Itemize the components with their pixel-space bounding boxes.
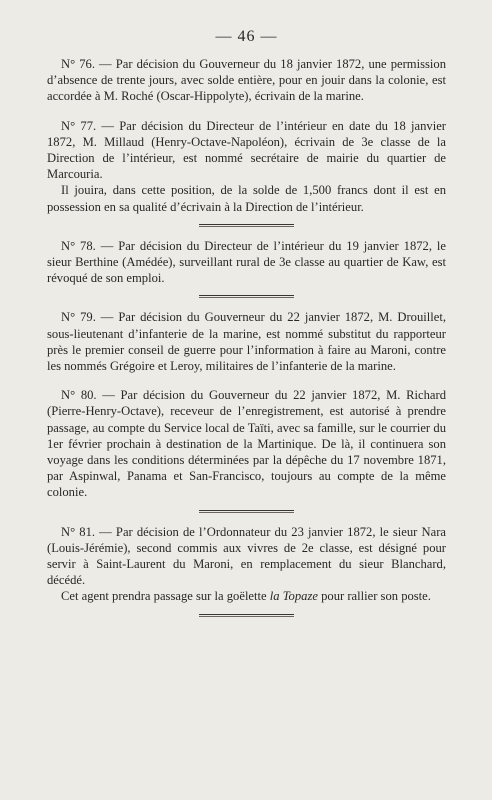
- entry-paragraph: N° 80. — Par décision du Gouverneur du 22 janvier 1872, M. Richard (Pierre-Henry-Octave), receveur de l’enregistrement, est autorisé à prendre passage, au compte du Service local de Taïti, avec sa famille, sur le courrier du 1er février prochain à destination de la Martinique. De là, il continuera son voyage dans les conditions déterminées par la dépêche du 17 novembre 1871, par Aspinwal, Panama et San-Francisco, toujours au compte de la même colonie.: [47, 388, 446, 500]
- entry-77: [47, 118, 446, 215]
- text-prefix: Cet agent prendra passage sur la goëlette: [61, 589, 270, 604]
- ship-name: la Topaze: [269, 589, 318, 604]
- entry-76: [47, 56, 446, 105]
- entry-paragraph-last: [47, 588, 446, 604]
- entry-78: [47, 238, 446, 287]
- text-suffix: pour rallier son poste.: [317, 589, 431, 604]
- entry-81: [47, 524, 446, 605]
- entry-paragraph: N° 77. — Par décision du Directeur de l’intérieur en date du 18 janvier 1872, M. Millaud (Henry-Octave-Napoléon), écrivain de 3e classe de la Direction de l’intérieur, est nommé secrétaire de mairie du quartier de Marcouria.: [47, 118, 446, 182]
- entry-paragraph: N° 79. — Par décision du Gouverneur du 22 janvier 1872, M. Drouillet, sous-lieutenant d’infanterie de la marine, est nommé substitut du rapporteur près le premier conseil de guerre pour l’information à faire au Maroni, contre les nommés Grégoire et Leroy, militaires de l’infanterie de la marine.: [47, 310, 446, 374]
- separator-rule: [199, 614, 294, 617]
- entry-paragraph: N° 78. — Par décision du Directeur de l’intérieur du 19 janvier 1872, le sieur Berthine (Amédée), surveillant rural de 3e classe au quartier de Kaw, est révoqué de son emploi.: [47, 238, 446, 286]
- page-number: — 46 —: [215, 28, 278, 45]
- entry-paragraph: N° 81. — Par décision de l’Ordonnateur du 23 janvier 1872, le sieur Nara (Louis-Jérémie), second commis aux vivres de 2e classe, est désigné pour servir à Saint-Laurent du Maroni, en remplacement du sieur Blanchard, décédé.: [47, 524, 446, 588]
- separator-rule: [199, 295, 294, 298]
- entry-paragraph: Il jouira, dans cette position, de la solde de 1,500 francs dont il est en possession en sa qualité d’écrivain à la Direction de l’intérieur.: [47, 183, 446, 214]
- spacer: [47, 105, 446, 118]
- entry-79: [47, 309, 446, 374]
- entry-80: [47, 387, 446, 500]
- spacer: [47, 374, 446, 387]
- separator-rule: [199, 510, 294, 513]
- entry-paragraph: N° 76. — Par décision du Gouverneur du 18 janvier 1872, une permission d’absence de trente jours, avec solde entière, pour en jouir dans la colonie, est accordée à M. Roché (Oscar-Hippolyte), écrivain de la marine.: [47, 57, 446, 104]
- separator-rule: [199, 224, 294, 227]
